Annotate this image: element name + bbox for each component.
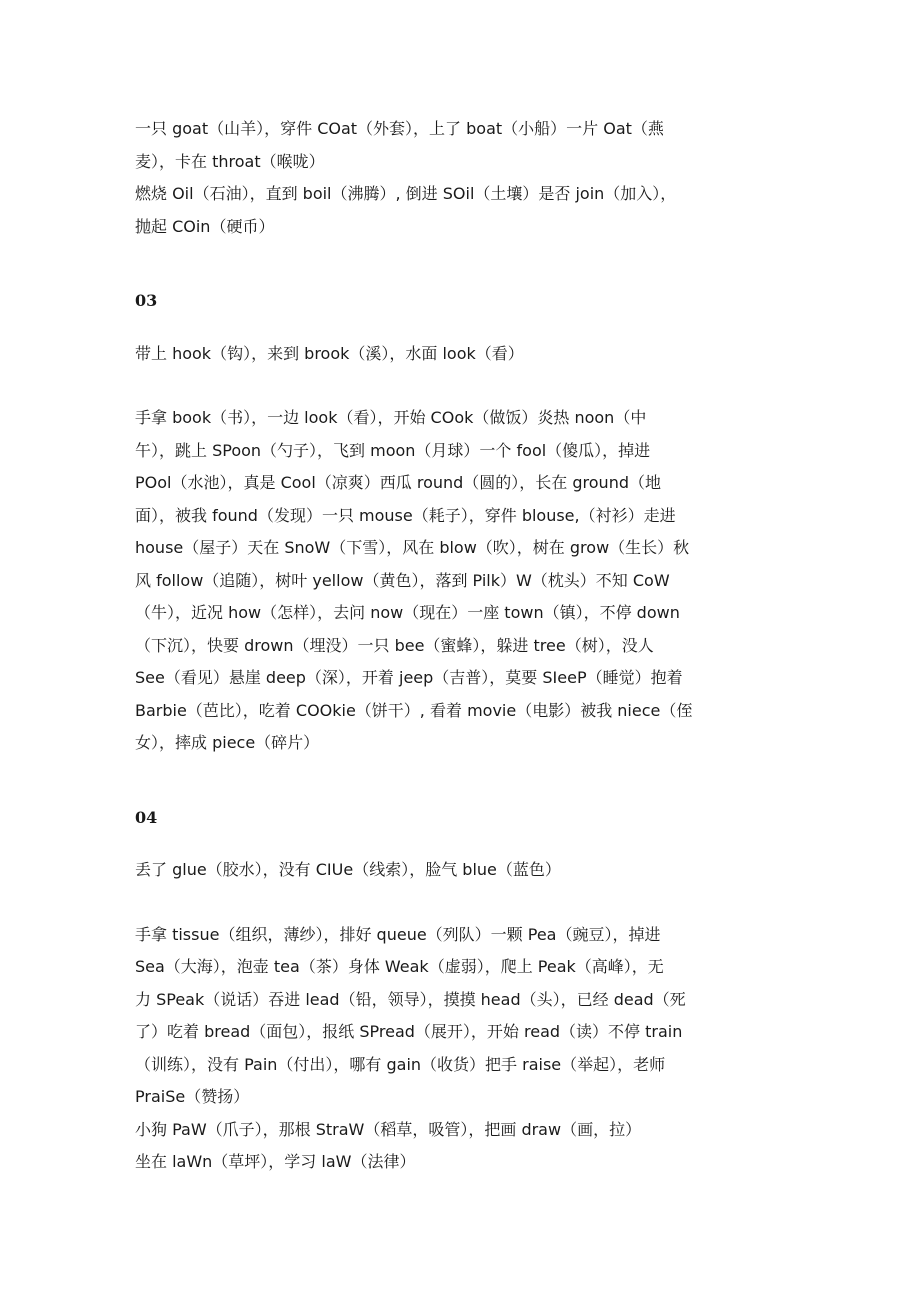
paragraph-book — [135, 402, 735, 760]
text-line: （牛），近况 how（怎样），去问 now（现在）一座 town（镇），不停 down — [135, 603, 680, 622]
text-line: Sea（大海），泡壶 tea（茶）身体 Weak（虚弱），爬上 Peak（高峰），无 — [135, 957, 664, 976]
text-line: 午），跳上 SPoon（勺子），飞到 moon（月球）一个 fool（傻瓜），掉进 — [135, 440, 651, 460]
text-line: 抛起 COin（硬币） — [135, 216, 275, 236]
text-line: 力 SPeak（说话）吞进 lead（铅，领导），摸摸 head（头），已经 dead（死 — [135, 989, 686, 1009]
text-line: 麦），卡在 throat（喉咙） — [135, 151, 325, 171]
text-line: 女），摔成 piece（碎片） — [135, 733, 320, 752]
text-line: （训练），没有 Pain（付出），哪有 gain（收货）把手 raise（举起），老师 — [135, 1054, 666, 1074]
text-line: house（屋子）天在 SnoW（下雪），风在 blow（吹），树在 grow（生长）秋 — [135, 538, 690, 557]
paragraph-glue — [135, 854, 735, 887]
paragraph-hook — [135, 338, 735, 371]
section-number-03: 03 — [135, 291, 158, 310]
text-line: 带上 hook（钩），来到 brook（溪），水面 look（看） — [135, 343, 524, 363]
text-line: 坐在 laWn（草坪），学习 laW（法律） — [135, 1152, 416, 1171]
text-line: See（看见）悬崖 deep（深），开着 jeep（吉普），莫要 SIeeP（睡觉）抱着 — [135, 668, 683, 687]
text-line: 小狗 PaW（爪子），那根 StraW（稻草，吸管），把画 draw（画，拉） — [135, 1119, 642, 1139]
paragraph-goat-oil — [135, 113, 735, 243]
document-page — [135, 113, 735, 1179]
text-line: 风 follow（追随），树叶 yellow（黄色），落到 Pilk）W（枕头）不知 CoW — [135, 570, 670, 590]
paragraph-tissue — [135, 919, 735, 1179]
section-number-04: 04 — [135, 807, 158, 827]
text-line: 了）吃着 bread（面包），报纸 SPread（展开），开始 read（读）不停 train — [135, 1022, 683, 1041]
text-line: （下沉），快要 drown（埋没）一只 bee（蜜蜂），躲进 tree（树），没人 — [135, 635, 654, 655]
text-line: 手拿 tissue（组织，薄纱），排好 queue（列队）一颗 Pea（豌豆），掉进 — [135, 924, 661, 944]
text-line: 面），被我 found（发现）一只 mouse（耗子），穿件 blouse,（衬衫）走进 — [135, 505, 676, 525]
text-line: 丢了 glue（胶水），没有 CIUe（线索），脸气 blue（蓝色） — [135, 860, 561, 879]
text-line: 手拿 book（书），一边 look（看），开始 COok（做饭）炎热 noon（中 — [135, 408, 647, 427]
text-line: 燃烧 Oil（石油），直到 boil（沸腾）, 倒进 SOil（土壤）是否 join（加入）， — [135, 184, 677, 203]
text-line: POol（水池），真是 Cool（凉爽）西瓜 round（圆的），长在 ground（地 — [135, 473, 661, 492]
text-line: PraiSe（赞扬） — [135, 1087, 250, 1106]
text-line: 一只 goat（山羊），穿件 COat（外套），上了 boat（小船）一片 Oat（燕 — [135, 119, 664, 138]
text-line: Barbie（芭比），吃着 COOkie（饼干）, 看着 movie（电影）被我 niece（侄 — [135, 700, 693, 720]
